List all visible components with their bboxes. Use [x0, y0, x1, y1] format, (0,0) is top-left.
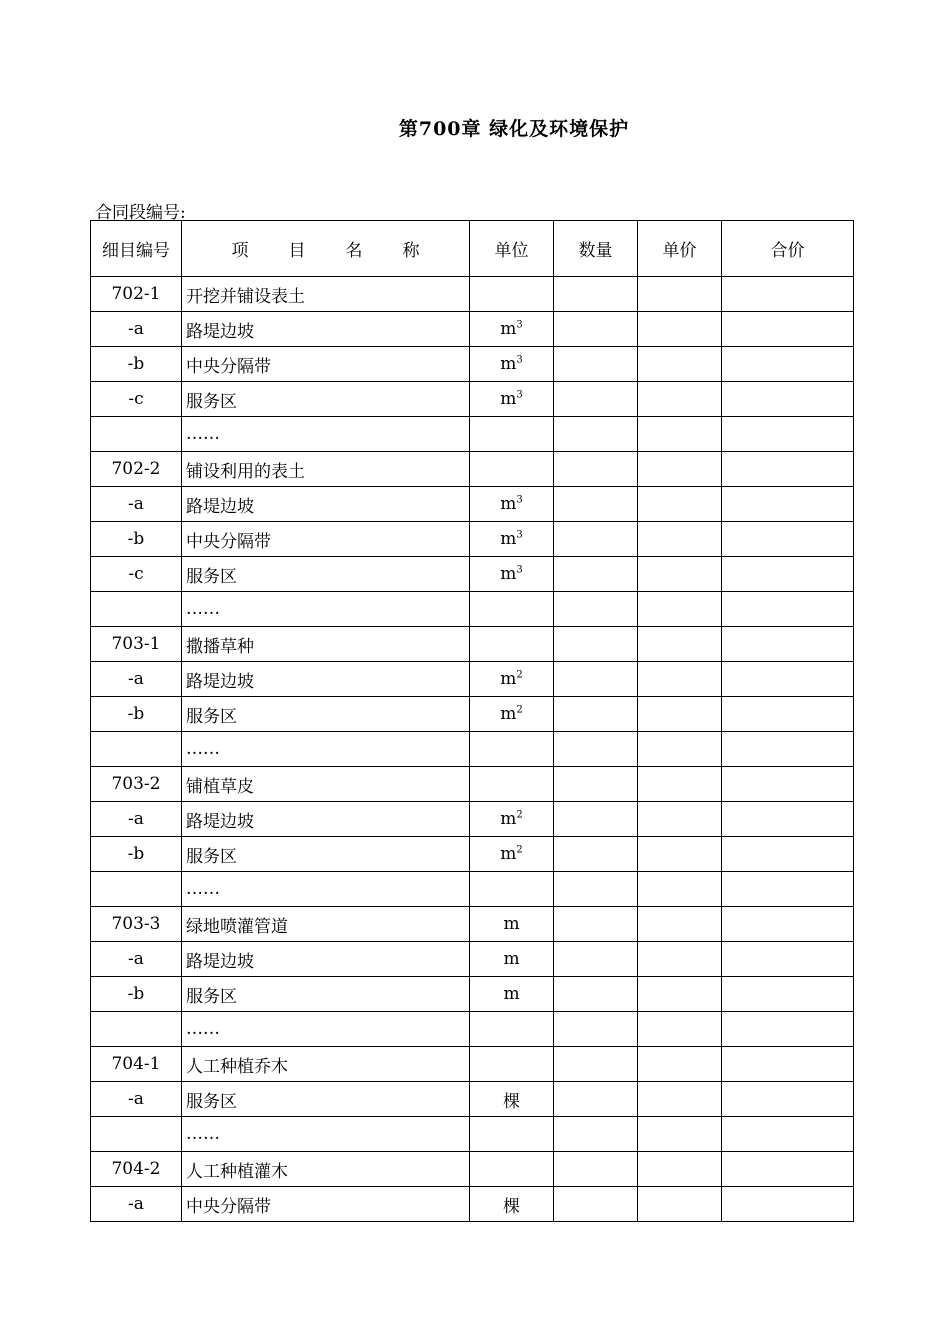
header-name-char: 目	[288, 241, 306, 261]
table-row	[91, 347, 854, 382]
unit-cell	[470, 662, 554, 697]
item-code-cell: 704-2	[91, 1152, 182, 1187]
unit-cell	[470, 907, 554, 942]
item-code-cell: -b	[91, 697, 182, 732]
quantity-cell	[554, 697, 638, 732]
header-unit-price: 单价	[638, 221, 722, 277]
header-name-char: 名	[345, 241, 363, 261]
total-price-cell	[722, 942, 854, 977]
table-row	[91, 1187, 854, 1222]
table-row	[91, 872, 854, 907]
unit-text: m	[503, 914, 520, 934]
item-name-cell: 服务区	[182, 977, 470, 1012]
total-price-cell	[722, 1187, 854, 1222]
table-row	[91, 452, 854, 487]
item-name-cell: 铺植草皮	[182, 767, 470, 802]
item-name-cell: 路堤边坡	[182, 662, 470, 697]
table-row	[91, 802, 854, 837]
item-name-cell: 服务区	[182, 1082, 470, 1117]
total-price-cell	[722, 417, 854, 452]
table-row	[91, 417, 854, 452]
unit-cell	[470, 277, 554, 312]
unit-exponent: 3	[516, 389, 523, 401]
unit-text: m	[500, 564, 517, 584]
total-price-cell	[722, 627, 854, 662]
item-name-cell: 绿地喷灌管道	[182, 907, 470, 942]
quantity-cell	[554, 837, 638, 872]
unit-cell	[470, 837, 554, 872]
quantity-cell	[554, 557, 638, 592]
unit-exponent: 2	[516, 844, 523, 856]
total-price-cell	[722, 802, 854, 837]
page-title: 第700章 绿化及环境保护	[398, 118, 630, 140]
unit-text: m	[500, 529, 517, 549]
item-code-cell: 703-1	[91, 627, 182, 662]
unit-text: m	[500, 704, 517, 724]
unit-exponent: 3	[516, 494, 523, 506]
unit-text: 棵	[503, 1091, 520, 1112]
unit-text: 棵	[503, 1196, 520, 1217]
item-code-cell: -a	[91, 802, 182, 837]
table-row	[91, 1047, 854, 1082]
item-code-cell: 702-2	[91, 452, 182, 487]
header-total-price: 合价	[722, 221, 854, 277]
quantity-cell	[554, 347, 638, 382]
unit-cell	[470, 522, 554, 557]
unit-cell	[470, 732, 554, 767]
unit-cell	[470, 557, 554, 592]
total-price-cell	[722, 452, 854, 487]
header-name-char: 项	[231, 241, 249, 261]
quantity-cell	[554, 1047, 638, 1082]
item-name-cell: 人工种植灌木	[182, 1152, 470, 1187]
item-code-cell: -b	[91, 522, 182, 557]
item-code-cell	[91, 417, 182, 452]
item-name-cell: 路堤边坡	[182, 802, 470, 837]
quantity-cell	[554, 767, 638, 802]
unit-price-cell	[638, 1012, 722, 1047]
quantity-cell	[554, 1082, 638, 1117]
total-price-cell	[722, 1152, 854, 1187]
quantity-cell	[554, 662, 638, 697]
table-row	[91, 907, 854, 942]
total-price-cell	[722, 1117, 854, 1152]
unit-text: m	[503, 984, 520, 1004]
unit-price-cell	[638, 1152, 722, 1187]
quantity-cell	[554, 277, 638, 312]
unit-price-cell	[638, 592, 722, 627]
contract-number-label: 合同段编号:	[95, 203, 186, 223]
item-name-cell: 中央分隔带	[182, 1187, 470, 1222]
table-row	[91, 732, 854, 767]
item-code-cell	[91, 592, 182, 627]
header-code: 细目编号	[91, 221, 182, 277]
item-name-cell: ……	[182, 592, 470, 627]
total-price-cell	[722, 487, 854, 522]
unit-price-cell	[638, 942, 722, 977]
unit-text: m	[500, 389, 517, 409]
unit-price-cell	[638, 1047, 722, 1082]
item-code-cell	[91, 732, 182, 767]
header-name	[182, 221, 470, 277]
table-row	[91, 1082, 854, 1117]
item-name-cell: 服务区	[182, 557, 470, 592]
unit-cell	[470, 697, 554, 732]
unit-price-cell	[638, 312, 722, 347]
total-price-cell	[722, 732, 854, 767]
quantity-cell	[554, 592, 638, 627]
quantity-cell	[554, 1187, 638, 1222]
unit-price-cell	[638, 277, 722, 312]
unit-price-cell	[638, 767, 722, 802]
item-code-cell: -c	[91, 382, 182, 417]
total-price-cell	[722, 592, 854, 627]
unit-text: m	[500, 809, 517, 829]
unit-price-cell	[638, 417, 722, 452]
quantity-cell	[554, 872, 638, 907]
quantity-cell	[554, 802, 638, 837]
unit-text: m	[503, 949, 520, 969]
item-name-cell: 路堤边坡	[182, 487, 470, 522]
quantity-cell	[554, 522, 638, 557]
item-code-cell: 703-3	[91, 907, 182, 942]
item-name-cell: 路堤边坡	[182, 312, 470, 347]
unit-price-cell	[638, 347, 722, 382]
table-row	[91, 277, 854, 312]
item-code-cell: -b	[91, 347, 182, 382]
item-name-cell: 中央分隔带	[182, 347, 470, 382]
item-name-cell: 路堤边坡	[182, 942, 470, 977]
total-price-cell	[722, 907, 854, 942]
item-name-cell: 人工种植乔木	[182, 1047, 470, 1082]
quantity-cell	[554, 627, 638, 662]
item-code-cell: 703-2	[91, 767, 182, 802]
quantity-cell	[554, 1012, 638, 1047]
table-row	[91, 837, 854, 872]
header-name-char: 称	[402, 241, 420, 261]
quantity-cell	[554, 977, 638, 1012]
total-price-cell	[722, 557, 854, 592]
unit-cell	[470, 872, 554, 907]
item-code-cell	[91, 1012, 182, 1047]
header-unit: 单位	[470, 221, 554, 277]
unit-price-cell	[638, 907, 722, 942]
table-row	[91, 557, 854, 592]
unit-exponent: 2	[516, 669, 523, 681]
total-price-cell	[722, 837, 854, 872]
unit-cell	[470, 452, 554, 487]
table-row	[91, 1152, 854, 1187]
table-row	[91, 942, 854, 977]
item-code-cell: -a	[91, 662, 182, 697]
total-price-cell	[722, 312, 854, 347]
unit-cell	[470, 942, 554, 977]
table-row	[91, 592, 854, 627]
bill-of-quantities-table	[90, 220, 854, 1222]
item-name-cell: 服务区	[182, 837, 470, 872]
unit-text: m	[500, 669, 517, 689]
unit-price-cell	[638, 1082, 722, 1117]
quantity-cell	[554, 732, 638, 767]
table-row	[91, 697, 854, 732]
item-name-cell: 开挖并铺设表土	[182, 277, 470, 312]
item-code-cell: -c	[91, 557, 182, 592]
quantity-cell	[554, 1152, 638, 1187]
table-row	[91, 312, 854, 347]
unit-cell	[470, 802, 554, 837]
unit-cell	[470, 312, 554, 347]
quantity-cell	[554, 1117, 638, 1152]
total-price-cell	[722, 767, 854, 802]
unit-exponent: 3	[516, 564, 523, 576]
unit-price-cell	[638, 802, 722, 837]
table-row	[91, 522, 854, 557]
unit-cell	[470, 627, 554, 662]
item-name-cell: ……	[182, 1012, 470, 1047]
unit-price-cell	[638, 872, 722, 907]
unit-price-cell	[638, 977, 722, 1012]
total-price-cell	[722, 1047, 854, 1082]
quantity-cell	[554, 942, 638, 977]
quantity-cell	[554, 417, 638, 452]
unit-price-cell	[638, 487, 722, 522]
item-name-cell: 铺设利用的表土	[182, 452, 470, 487]
unit-cell	[470, 382, 554, 417]
unit-cell	[470, 1047, 554, 1082]
unit-cell	[470, 1012, 554, 1047]
unit-price-cell	[638, 1187, 722, 1222]
unit-exponent: 3	[516, 319, 523, 331]
total-price-cell	[722, 1082, 854, 1117]
unit-price-cell	[638, 557, 722, 592]
unit-text: m	[500, 844, 517, 864]
item-name-cell: ……	[182, 732, 470, 767]
table-row	[91, 627, 854, 662]
total-price-cell	[722, 697, 854, 732]
item-name-cell: 服务区	[182, 697, 470, 732]
total-price-cell	[722, 977, 854, 1012]
table-row	[91, 767, 854, 802]
unit-cell	[470, 417, 554, 452]
item-name-cell: ……	[182, 1117, 470, 1152]
total-price-cell	[722, 662, 854, 697]
total-price-cell	[722, 872, 854, 907]
item-code-cell: -b	[91, 977, 182, 1012]
unit-price-cell	[638, 732, 722, 767]
unit-cell	[470, 1082, 554, 1117]
unit-cell	[470, 1117, 554, 1152]
item-code-cell	[91, 1117, 182, 1152]
unit-text: m	[500, 319, 517, 339]
unit-price-cell	[638, 662, 722, 697]
table-row	[91, 662, 854, 697]
table-row	[91, 977, 854, 1012]
unit-price-cell	[638, 452, 722, 487]
unit-text: m	[500, 354, 517, 374]
item-code-cell: -a	[91, 312, 182, 347]
item-code-cell	[91, 872, 182, 907]
unit-price-cell	[638, 522, 722, 557]
table-row	[91, 382, 854, 417]
header-quantity: 数量	[554, 221, 638, 277]
table-header-row	[91, 221, 854, 277]
unit-exponent: 3	[516, 529, 523, 541]
unit-price-cell	[638, 837, 722, 872]
unit-exponent: 3	[516, 354, 523, 366]
item-code-cell: -a	[91, 1082, 182, 1117]
table-row	[91, 1012, 854, 1047]
unit-exponent: 2	[516, 809, 523, 821]
item-name-cell: 服务区	[182, 382, 470, 417]
total-price-cell	[722, 522, 854, 557]
item-code-cell: -a	[91, 1187, 182, 1222]
unit-exponent: 2	[516, 704, 523, 716]
item-code-cell: -b	[91, 837, 182, 872]
item-code-cell: 702-1	[91, 277, 182, 312]
table-row	[91, 1117, 854, 1152]
unit-cell	[470, 1187, 554, 1222]
quantity-cell	[554, 382, 638, 417]
quantity-cell	[554, 487, 638, 522]
item-name-cell: ……	[182, 872, 470, 907]
item-code-cell: -a	[91, 487, 182, 522]
total-price-cell	[722, 347, 854, 382]
unit-cell	[470, 347, 554, 382]
unit-cell	[470, 592, 554, 627]
item-name-cell: 中央分隔带	[182, 522, 470, 557]
unit-price-cell	[638, 382, 722, 417]
total-price-cell	[722, 1012, 854, 1047]
table-row	[91, 487, 854, 522]
unit-price-cell	[638, 697, 722, 732]
unit-cell	[470, 977, 554, 1012]
unit-text: m	[500, 494, 517, 514]
unit-price-cell	[638, 627, 722, 662]
unit-cell	[470, 487, 554, 522]
total-price-cell	[722, 277, 854, 312]
unit-cell	[470, 1152, 554, 1187]
quantity-cell	[554, 312, 638, 347]
item-code-cell: 704-1	[91, 1047, 182, 1082]
quantity-cell	[554, 907, 638, 942]
item-code-cell: -a	[91, 942, 182, 977]
unit-cell	[470, 767, 554, 802]
total-price-cell	[722, 382, 854, 417]
quantity-cell	[554, 452, 638, 487]
unit-price-cell	[638, 1117, 722, 1152]
item-name-cell: 撒播草种	[182, 627, 470, 662]
item-name-cell: ……	[182, 417, 470, 452]
